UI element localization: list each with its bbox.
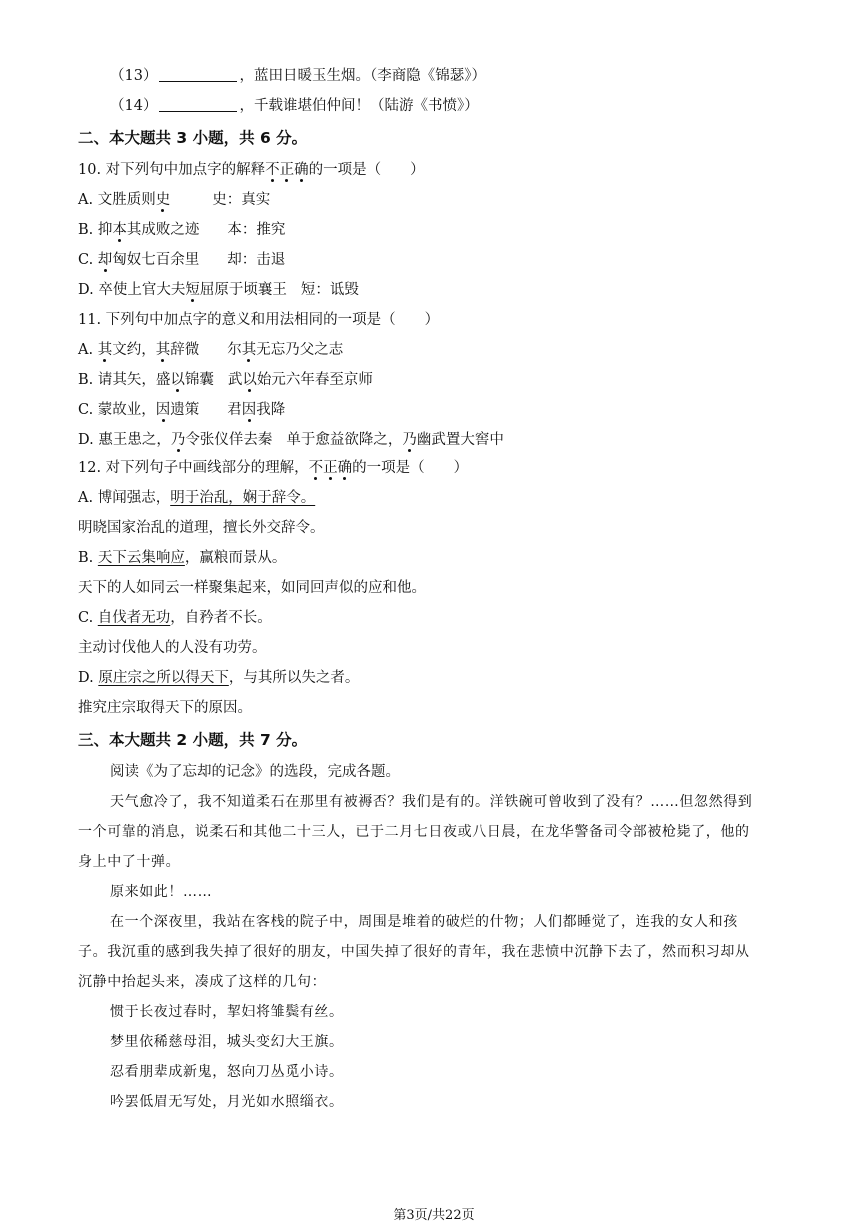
passage-line: 子。我沉重的感到我失掉了很好的朋友，中国失掉了很好的青年，我在悲愤中沉静下去了，然而积习却从 (78, 944, 750, 960)
option-11d: D. 惠王患之，乃令张仪佯去秦 单于愈益欲降之，乃幽武置大窖中 (78, 432, 504, 448)
passage-line: 在一个深夜里，我站在客栈的院子中，周围是堆着的破烂的什物；人们都睡觉了，连我的女人和孩 (110, 914, 738, 930)
option-10c: C. 却匈奴七百余里 却：击退 (78, 252, 286, 268)
poem-line: 吟罢低眉无写处，月光如水照缁衣。 (110, 1094, 344, 1110)
option-10a: A. 文胜质则史 史：真实 (78, 192, 271, 208)
passage-line: 原来如此！…… (110, 884, 213, 900)
section-heading-2: 二、本大题共 3 小题，共 6 分。 (78, 129, 308, 147)
page-footer: 第3页/共22页 (393, 1208, 475, 1223)
reading-intro: 阅读《为了忘却的记念》的选段，完成各题。 (110, 764, 400, 780)
option-10d: D. 卒使上官大夫短屈原于顷襄王 短：诋毁 (78, 282, 359, 298)
question-11: 11. 下列句中加点字的意义和用法相同的一项是（ ） (78, 312, 440, 328)
question-12: 12. 对下列句子中画线部分的理解，不正确的一项是（ ） (78, 460, 469, 476)
passage-line: 天气愈冷了，我不知道柔石在那里有被褥否？我们是有的。洋铁碗可曾收到了没有？……但忽然得到 (110, 794, 753, 810)
option-11c: C. 蒙故业，因遗策 君因我降 (78, 402, 286, 418)
passage-line: 身上中了十弹。 (78, 854, 181, 870)
option-12d: D. 原庄宗之所以得天下，与其所以失之者。 (78, 670, 360, 686)
option-11a: A. 其文约，其辞微 尔其无忘乃父之志 (78, 342, 344, 358)
option-12a: A. 博闻强志，明于治乱，娴于辞令。 (78, 490, 316, 506)
answer-blank[interactable] (159, 67, 237, 82)
section-heading-3: 三、本大题共 2 小题，共 7 分。 (78, 731, 308, 749)
option-12c: C. 自伐者无功，自矜者不长。 (78, 610, 272, 626)
question-13: （13） ，蓝田日暖玉生烟。（李商隐《锦瑟》） (110, 68, 486, 84)
option-12b: B. 天下云集响应，赢粮而景从。 (78, 550, 287, 566)
passage-line: 一个可靠的消息，说柔石和其他二十三人，已于二月七日夜或八日晨，在龙华警备司令部被枪毙了，他的 (78, 824, 750, 840)
poem-line: 忍看朋辈成新鬼，怒向刀丛觅小诗。 (110, 1064, 344, 1080)
question-10: 10. 对下列句中加点字的解释不正确的一项是（ ） (78, 162, 425, 178)
poem-line: 惯于长夜过春时，挈妇将雏鬓有丝。 (110, 1004, 344, 1020)
option-12a-explanation: 明晓国家治乱的道理，擅长外交辞令。 (78, 520, 325, 536)
option-10b: B. 抑本其成败之迹 本：推究 (78, 222, 286, 238)
passage-line: 沉静中抬起头来，凑成了这样的几句： (78, 974, 327, 990)
option-12b-explanation: 天下的人如同云一样聚集起来，如同回声似的应和他。 (78, 580, 426, 596)
answer-blank[interactable] (159, 97, 237, 112)
option-12c-explanation: 主动讨伐他人的人没有功劳。 (78, 640, 267, 656)
option-11b: B. 请其矢，盛以锦囊 武以始元六年春至京师 (78, 372, 373, 388)
option-12d-explanation: 推究庄宗取得天下的原因。 (78, 700, 252, 716)
question-14: （14） ，千载谁堪伯仲间！（陆游《书愤》） (110, 98, 479, 114)
poem-line: 梦里依稀慈母泪，城头变幻大王旗。 (110, 1034, 344, 1050)
